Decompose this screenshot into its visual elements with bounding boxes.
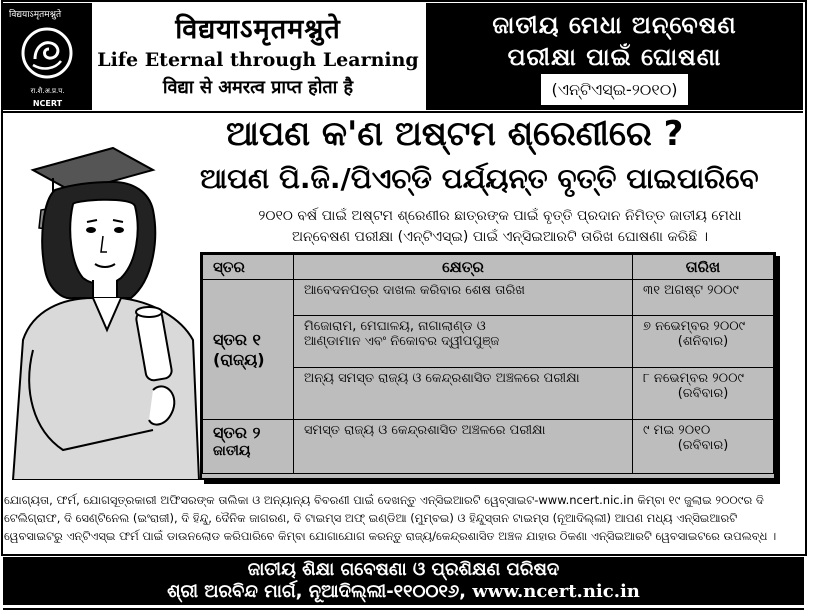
- stage1-cell: [203, 280, 294, 420]
- header-area: କ୍ଷେତ୍ର: [294, 255, 633, 280]
- ncert-logo: [3, 3, 92, 110]
- logo-hindi-abbr: रा.शै.अ.प्र.प.: [30, 87, 65, 95]
- footer-paragraph: [4, 491, 804, 545]
- area-cell: ଆବେଦନପତ୍ର ଦାଖଲ କରିବାର ଶେଷ ତାରିଖ: [294, 280, 633, 316]
- header-stage: ସ୍ତର: [203, 255, 294, 280]
- day-value: (ରବିବାର): [677, 438, 729, 453]
- table-row: [203, 280, 774, 316]
- address-text: ଶ୍ରୀ ଅରବିନ୍ଦ ମାର୍ଗ, ନୂଆଦିଲ୍ଲୀ-୧୧୦୦୧୬,: [167, 581, 467, 602]
- footer-line-3: ୱେବସାଇଟରୁ ଏନ୍‌ଟିଏସ୍‌ଇ ଫର୍ମ ପାଇଁ ଡାଉନଲୋଡ କରିପାରିବେ କିମ୍ବା ଯୋଗାଯୋଗ କରନ୍ତୁ ରାଜ୍ୟ/କେନ୍ଦ୍ରଶାସିତ ଅଞ୍ଚଳ ଯାହାର ଠିକଣା ଏନ୍‌ସିଇଆରଟି ୱେବସାଇଟରେ ଉପଲବ୍ଧ ।: [4, 529, 777, 543]
- date-cell: [633, 368, 774, 420]
- intro-line-2: ଅନ୍ବେଷଣ ପରୀକ୍ଷା (ଏନ୍‌ଟିଏସ୍‌ଇ) ପାଇଁ ଏନ୍‌ସିଇଆରଟି ତାରିଖ ଘୋଷଣା କରିଛି ।: [291, 229, 709, 245]
- motto-hindi: विद्या से अमरत्व प्राप्त होता है: [162, 77, 354, 98]
- area-cell: ଅନ୍ୟ ସମସ୍ତ ରାଜ୍ୟ ଓ କେନ୍ଦ୍ରଶାସିତ ଅଞ୍ଚଳରେ ପରୀକ୍ଷା: [294, 368, 633, 420]
- stage2-label: ସ୍ତର ୨: [213, 423, 261, 442]
- banner-line-1: ଜାତୀୟ ମେଧା ଅନ୍ବେଷଣ: [492, 11, 737, 39]
- stage2-sublabel: ଜାତୀୟ: [213, 443, 251, 459]
- date-cell: [633, 316, 774, 368]
- stage2-cell: [203, 420, 294, 474]
- date-value: ୮ ନଭେମ୍ବର ୨୦୦୯: [643, 371, 744, 386]
- area-line-2: ଆଣ୍ଡାମାନ ଏବଂ ନିକୋବର ଦ୍ୱୀପପୁଞ୍ଜ: [304, 334, 500, 349]
- organization-name: ଜାତୀୟ ଶିକ୍ଷା ଗବେଷଣା ଓ ପ୍ରଶିକ୍ଷଣ ପରିଷଦ: [247, 559, 560, 580]
- banner-line-2: ପରୀକ୍ଷା ପାଇଁ ଘୋଷଣା: [507, 43, 722, 71]
- logo-top-text: विद्ययाऽमृतमश्नुते: [9, 10, 62, 20]
- footer-line-1: ଯୋଗ୍ୟତା, ଫର୍ମ, ଯୋଗସୂତ୍ରକାରୀ ଅଫିସରଙ୍କ ତାଲିକା ଓ ଅନ୍ୟାନ୍ୟ ବିବରଣୀ ପାଇଁ ଦେଖନ୍ତୁ ଏନ୍‌ସିଇଆରଟି ୱେବ୍‌ସାଇଟ-www.ncert.nic.in କିମ୍ବା ୧୯ ଜୁଲାଇ ୨୦୦୯ର ଦି: [4, 493, 764, 507]
- table-header-row: [203, 255, 774, 280]
- intro-paragraph: [205, 206, 795, 248]
- bottom-rule: [3, 608, 804, 610]
- ncert-emblem-icon: [21, 25, 73, 81]
- header-divider: [3, 111, 803, 113]
- footer-line-2: ଟେଲିଗ୍ରାଫ, ଦି ସେଣ୍ଟିନେଲ (ଇଂରାଜୀ), ଦି ହିନ୍ଦୁ, ଦୈନିକ ଜାଗରଣ, ଦି ଟାଇମ୍ସ ଅଫ୍ ଇଣ୍ଡିଆ (ମୁମ୍ବଇ) ଓ ହିନ୍ଦୁସ୍ତାନ ଟାଇମ୍ସ (ନୂଆଦିଲ୍ଲୀ) ଆପଣ ମଧ୍ୟ ଏନ୍‌ସିଇଆରଟି: [4, 511, 738, 525]
- date-value: ୯ ମଇ ୨୦୧୦: [643, 423, 711, 438]
- motto-sanskrit: विद्ययाऽमृतमश्नुते: [175, 14, 341, 45]
- organization-footer: [3, 557, 804, 605]
- logo-english-abbr: NCERT: [32, 99, 63, 108]
- day-value: (ରବିବାର): [677, 386, 729, 401]
- day-value: (ଶନିବାର): [677, 334, 729, 349]
- date-cell: [633, 420, 774, 474]
- headline: ଆପଣ କ'ଣ ଅଷ୍ଟମ ଶ୍ରେଣୀରେ ?: [226, 114, 684, 154]
- intro-line-1: ୨୦୧୦ ବର୍ଷ ପାଇଁ ଅଷ୍ଟମ ଶ୍ରେଣୀର ଛାତ୍ରଙ୍କ ପାଇଁ ବୃତ୍ତି ପ୍ରଦାନ ନିମିତ୍ତ ଜାତୀୟ ମେଧା: [258, 208, 742, 224]
- area-cell: [294, 316, 633, 368]
- date-value: ୭ ନଭେମ୍ବର ୨୦୦୯: [643, 319, 746, 334]
- area-cell: ସମସ୍ତ ରାଜ୍ୟ ଓ କେନ୍ଦ୍ରଶାସିତ ଅଞ୍ଚଳରେ ପରୀକ୍ଷା: [294, 420, 633, 474]
- title-banner: [426, 3, 803, 110]
- area-line-1: ମିଜୋରାମ, ମେଘାଳୟ, ନାଗାଲାଣ୍ଡ ଓ: [304, 319, 486, 334]
- subheadline: ଆପଣ ପି.ଜି./ପିଏଚ୍‌ଡି ପର୍ଯ୍ୟନ୍ତ ବୃତ୍ତି ପାଇପାରିବେ: [200, 162, 759, 195]
- organization-address: [3, 581, 804, 603]
- motto-english: Life Eternal through Learning: [97, 49, 419, 71]
- graduate-girl-illustration: [3, 130, 203, 480]
- table-row: [203, 420, 774, 474]
- date-cell: ୩୧ ଅଗଷ୍ଟ ୨୦୦୯: [633, 280, 774, 316]
- website-link[interactable]: www.ncert.nic.in: [472, 581, 640, 602]
- header-date: ତାରିଖ: [633, 255, 774, 280]
- schedule-table: [200, 252, 776, 480]
- banner-line-3: (ଏନ୍‌ଟିଏସ୍‌ଇ-୨୦୧୦): [541, 74, 687, 105]
- stage1-sublabel: (ରାଜ୍ୟ): [213, 349, 265, 369]
- stage1-label: ସ୍ତର ୧: [213, 329, 261, 349]
- motto-block: [94, 3, 422, 110]
